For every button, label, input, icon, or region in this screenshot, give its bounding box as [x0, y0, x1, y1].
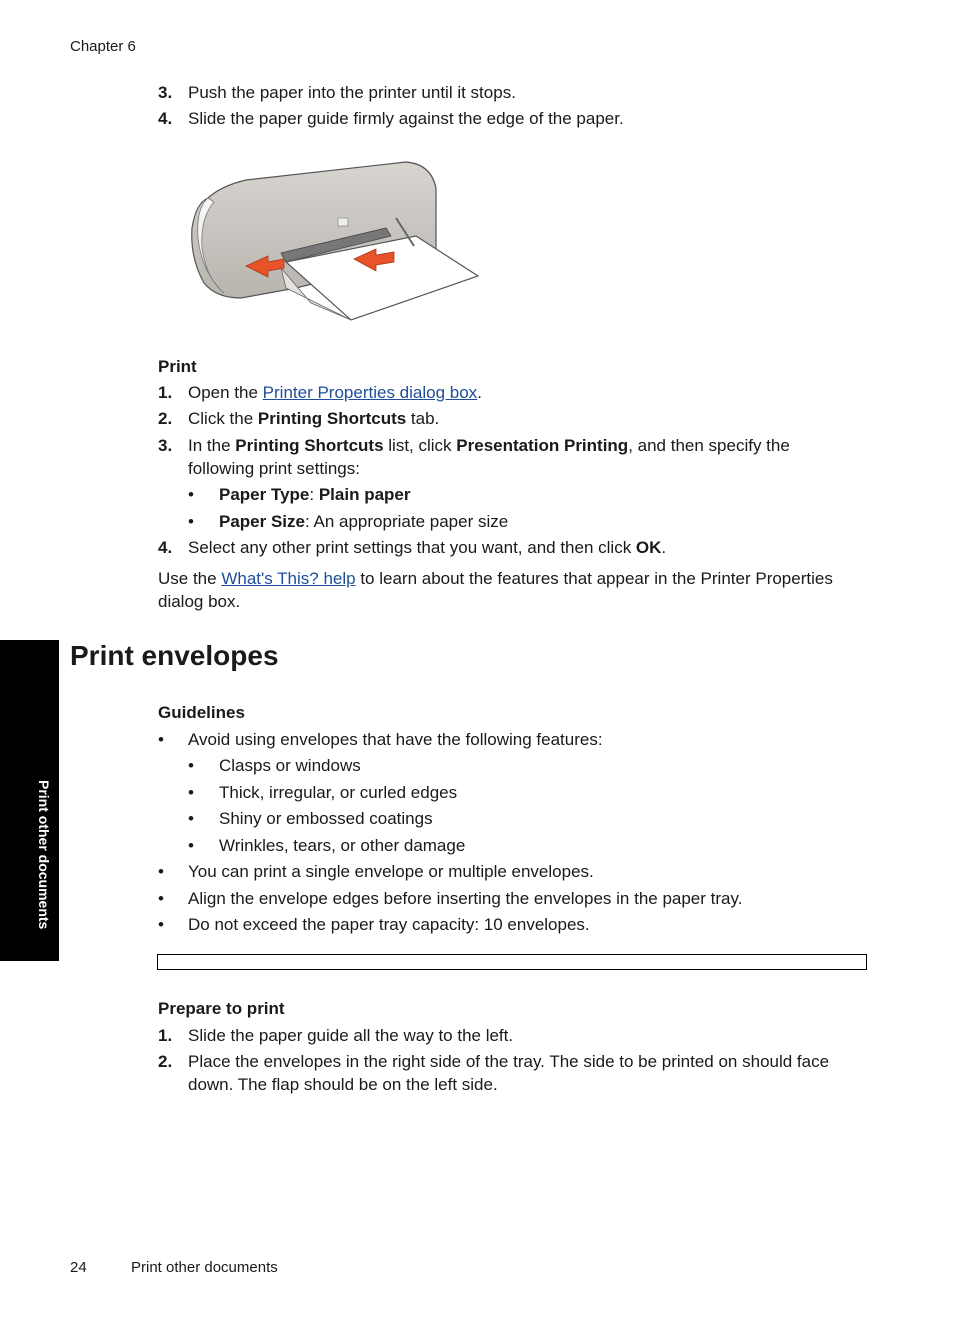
step-text: In the Printing Shortcuts list, click Presentation Printing, and then specify the	[188, 436, 790, 455]
guideline-subitem: Shiny or embossed coatings	[219, 809, 433, 828]
step-text: Select any other print settings that you want, and then click OK.	[188, 538, 667, 557]
bullet: •	[188, 836, 194, 855]
page-title: Print envelopes	[70, 640, 279, 671]
section-heading-print: Print	[158, 357, 197, 376]
bullet: •	[158, 889, 164, 908]
printer-illustration	[186, 158, 482, 328]
step-text: Slide the paper guide all the way to the left.	[188, 1026, 514, 1045]
bullet: •	[188, 756, 194, 775]
side-tab-label: Print other documents	[36, 780, 52, 930]
step-text: Open the Printer Properties dialog box.	[188, 383, 482, 402]
guideline-subitem: Clasps or windows	[219, 756, 361, 775]
step-text: following print settings:	[188, 459, 360, 478]
help-paragraph: Use the What's This? help to learn about the features that appear in the Printer Properties	[158, 569, 833, 588]
setting-paper-size: Paper Size: An appropriate paper size	[219, 512, 509, 531]
chapter-header: Chapter 6	[70, 38, 136, 55]
step-number: 2.	[158, 409, 173, 428]
bullet: •	[188, 809, 194, 828]
section-heading-guidelines: Guidelines	[158, 703, 245, 722]
step-text: Slide the paper guide firmly against the edge of the paper.	[188, 109, 624, 128]
whats-this-help-link[interactable]: What's This? help	[221, 569, 356, 588]
guideline-subitem: Thick, irregular, or curled edges	[219, 783, 458, 802]
page-number: 24	[70, 1259, 87, 1276]
footer-title: Print other documents	[131, 1259, 278, 1276]
bullet: •	[158, 915, 164, 934]
setting-paper-type: Paper Type: Plain paper	[219, 485, 411, 504]
guideline-text: Avoid using envelopes that have the following features:	[188, 730, 603, 749]
step-text: Click the Printing Shortcuts tab.	[188, 409, 440, 428]
guideline-text: Align the envelope edges before inserting the envelopes in the paper tray.	[188, 889, 743, 908]
step-number: 1.	[158, 383, 173, 402]
note-box	[157, 954, 867, 970]
step-text: Place the envelopes in the right side of the tray. The side to be printed on should face	[188, 1052, 830, 1071]
guideline-text: You can print a single envelope or multiple envelopes.	[188, 862, 594, 881]
step-number: 4.	[158, 538, 173, 557]
bullet: •	[188, 783, 194, 802]
guideline-text: Do not exceed the paper tray capacity: 10 envelopes.	[188, 915, 590, 934]
step-text: down. The flap should be on the left side.	[188, 1075, 498, 1094]
bullet: •	[158, 862, 164, 881]
bullet: •	[158, 730, 164, 749]
step-number: 2.	[158, 1052, 173, 1071]
step-text: Push the paper into the printer until it stops.	[188, 83, 516, 102]
help-paragraph-line2: dialog box.	[158, 592, 241, 611]
step-number: 1.	[158, 1026, 173, 1045]
step-number: 4.	[158, 109, 173, 128]
step-number: 3.	[158, 83, 173, 102]
printer-properties-link[interactable]: Printer Properties dialog box	[262, 383, 478, 402]
bullet: •	[188, 485, 194, 504]
bullet: •	[188, 512, 194, 531]
guideline-subitem: Wrinkles, tears, or other damage	[219, 836, 466, 855]
section-heading-prepare: Prepare to print	[158, 999, 285, 1018]
step-number: 3.	[158, 436, 173, 455]
